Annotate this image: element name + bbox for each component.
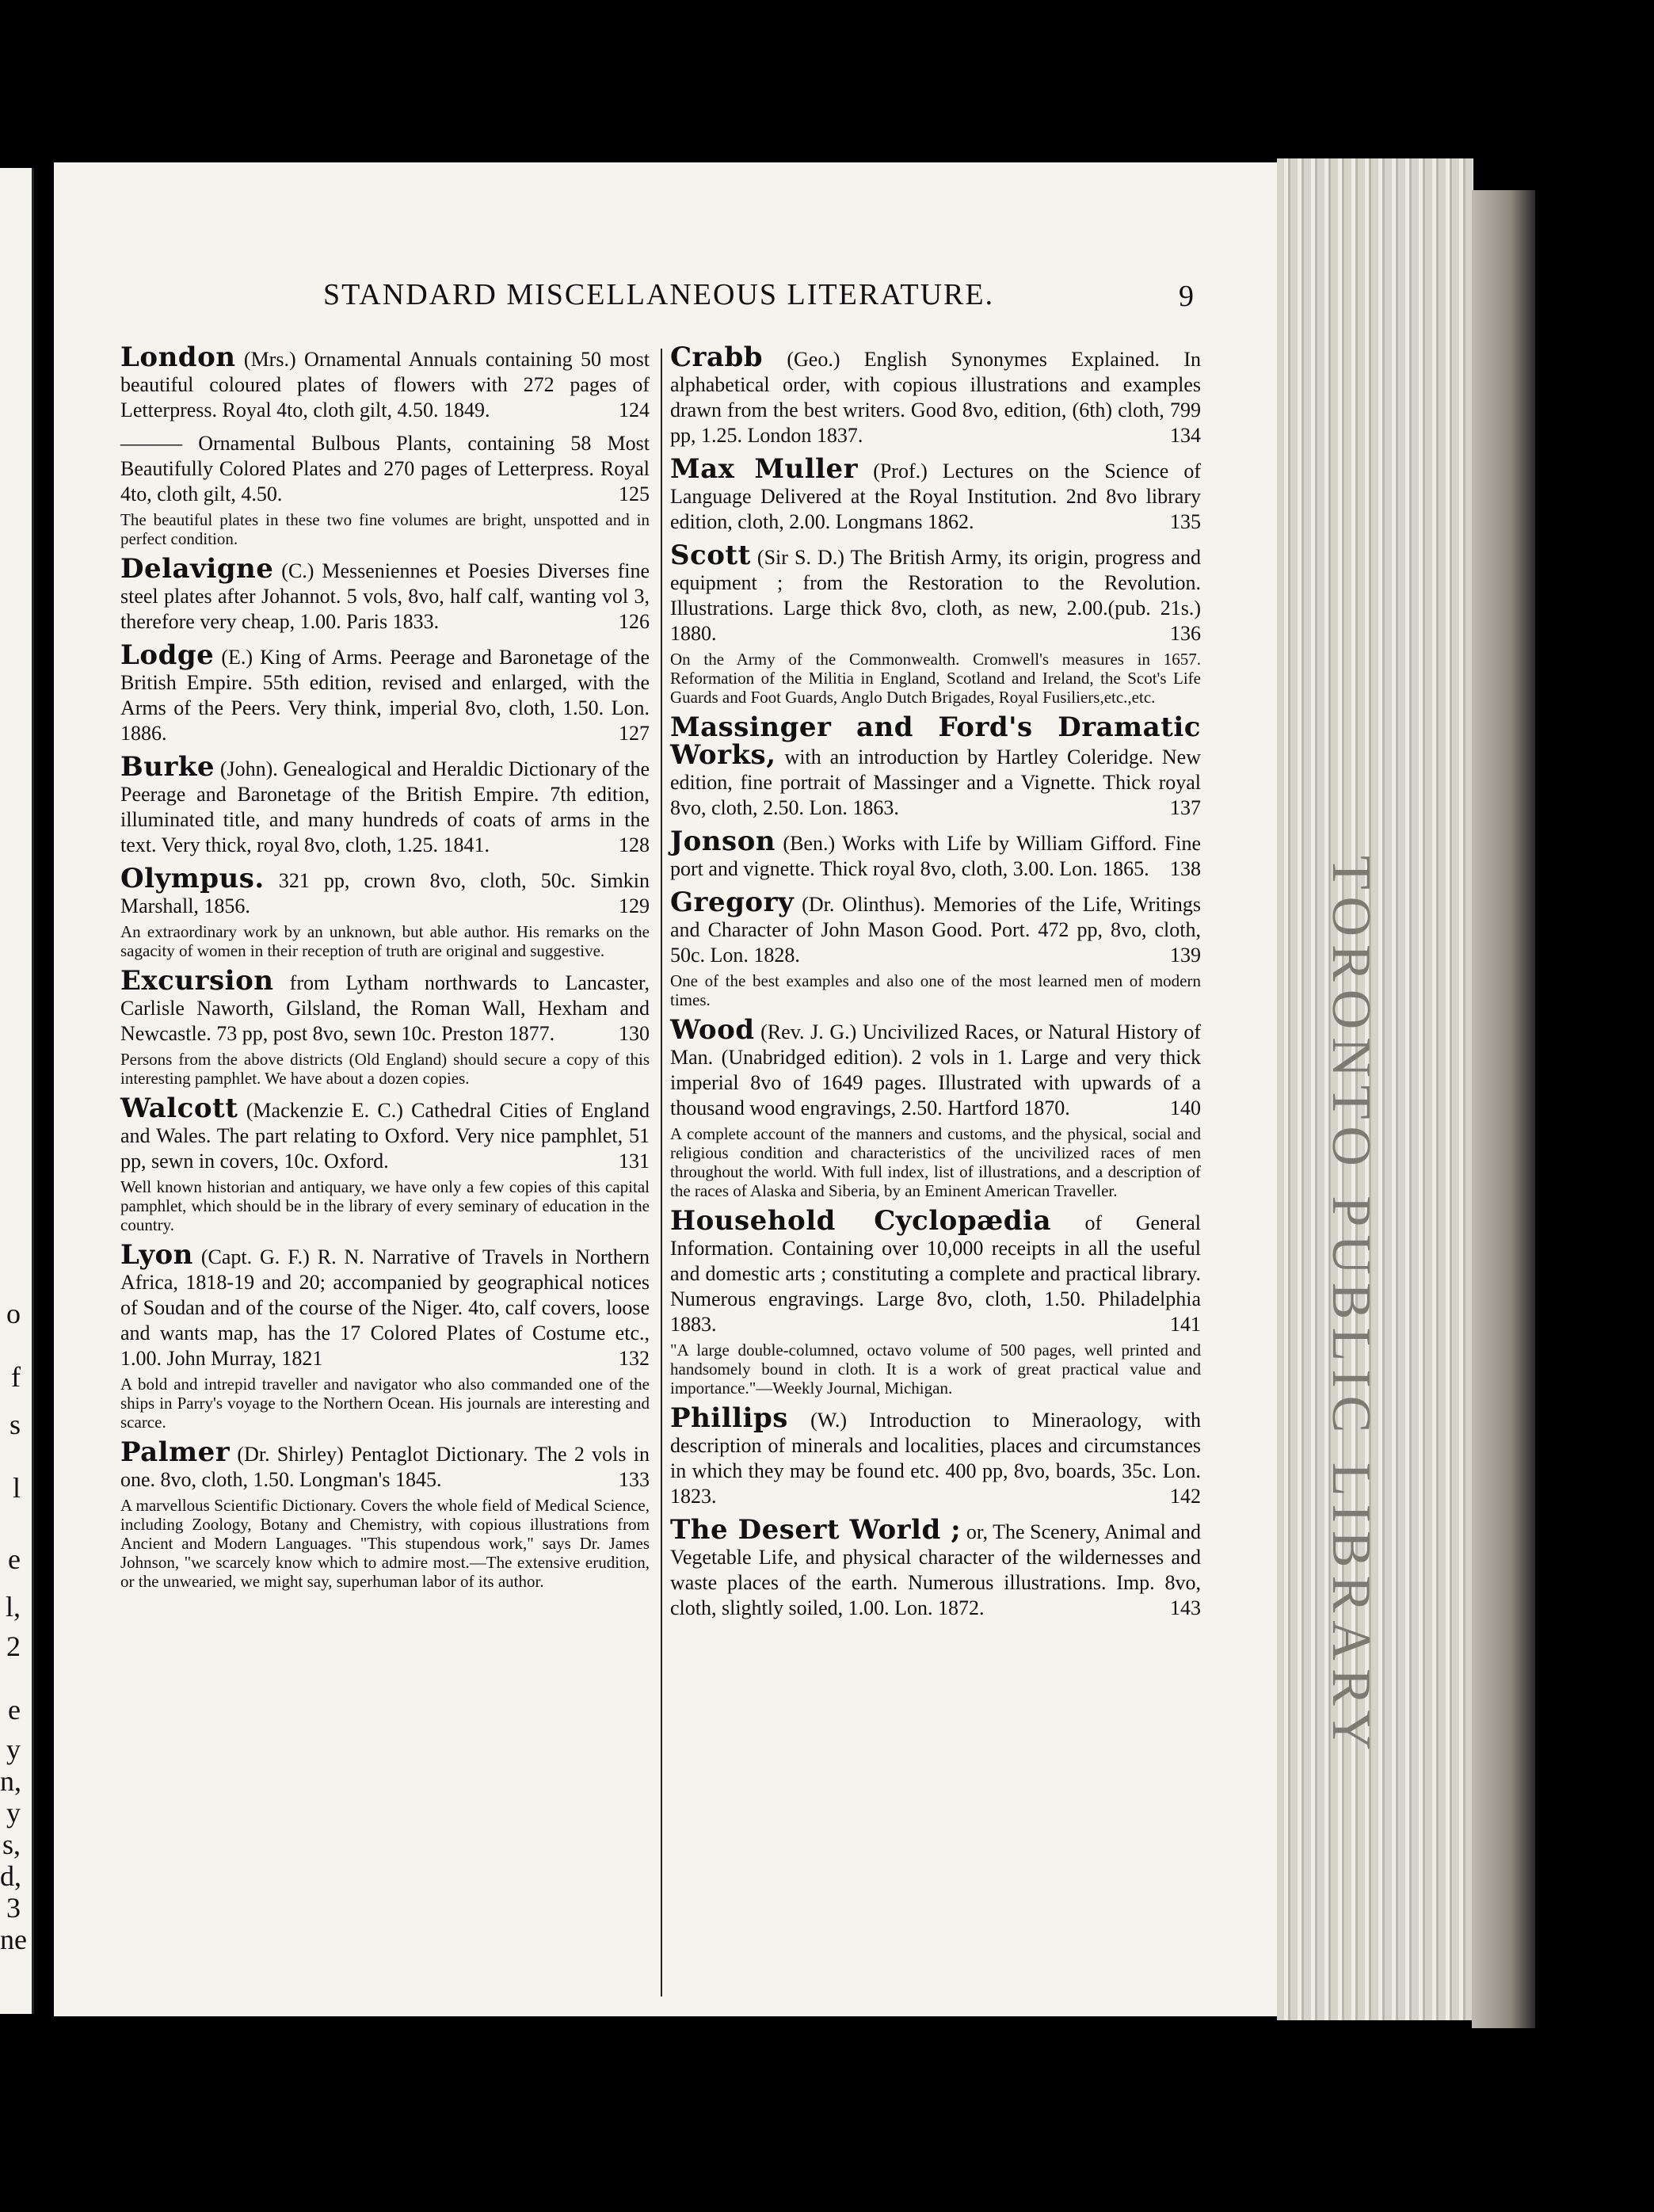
entry-number: 126 bbox=[619, 610, 650, 633]
catalog-entry bbox=[670, 711, 1201, 821]
entry-number: 127 bbox=[619, 722, 650, 745]
catalog-entry bbox=[120, 1239, 650, 1371]
catalog-entry bbox=[120, 341, 650, 423]
left-column bbox=[120, 341, 650, 1599]
catalog-entry bbox=[670, 1014, 1202, 1121]
entry-title: Wood bbox=[670, 1014, 755, 1046]
catalog-entry bbox=[120, 431, 650, 507]
left-page-fragment: f bbox=[11, 1361, 21, 1393]
catalog-entry bbox=[120, 639, 650, 746]
left-page-fragment: y bbox=[6, 1797, 21, 1829]
catalog-entry bbox=[120, 1436, 650, 1493]
entry-note: Well known historian and antiquary, we have only a few copies of this capital pamphlet, which should be in the library of every seminary of education in the country. bbox=[120, 1177, 650, 1234]
entry-note: The beautiful plates in these two fine volumes are bright, unspotted and in perfect condition. bbox=[120, 510, 650, 548]
left-page-fragment: d, bbox=[0, 1860, 21, 1892]
entry-number: 125 bbox=[619, 482, 650, 505]
catalog-entry bbox=[670, 826, 1202, 882]
left-page-fragment: l bbox=[12, 1472, 21, 1504]
entry-note: A marvellous Scientific Dictionary. Covers the whole field of Medical Science, including Zoology, Botany and Chemistry, with copious illustrations from Ancient and Modern Languages. "This stupendous work," says Dr. James Johnson, "we scarcely know which to admire most.—The extensive erudition, or the unwearied, we might say, superhuman labor of its author. bbox=[120, 1496, 650, 1591]
entry-title: Massinger and Ford's Dramatic Works, bbox=[670, 711, 1201, 771]
catalog-entry bbox=[670, 341, 1201, 448]
entry-description: (Geo.) English Synonymes Explained. In alphabetical order, with copious illustrations and examples drawn from the best writers. Good 8vo, edition, (6th) cloth, 799 pp, 1.25. London 1837. bbox=[670, 348, 1201, 447]
entry-description: (Dr. Olinthus). Memories of the Life, Writings and Character of John Mason Good. Port. 472 pp, 8vo, cloth, 50c. Lon. 1828. bbox=[670, 893, 1201, 967]
entry-description: with an introduction by Hartley Coleridge. New edition, fine portrait of Massinger and a Vignette. Thick royal 8vo, cloth, 2.50. Lon. 1863. bbox=[670, 746, 1201, 819]
entry-number: 128 bbox=[619, 833, 650, 856]
catalog-entry bbox=[670, 1514, 1202, 1621]
entry-description: of General Information. Containing over 10,000 receipts in all the useful and domestic arts ; constituting a complete and practical library. Numerous engravings. Large 8vo, cloth, 1.50. Philadelphia 1883. bbox=[670, 1211, 1202, 1336]
entry-number: 131 bbox=[619, 1150, 650, 1173]
book-cover-edge bbox=[1472, 190, 1535, 2028]
catalog-entry bbox=[120, 965, 650, 1047]
left-page-fragment: s, bbox=[2, 1829, 21, 1860]
catalog-entry bbox=[670, 1205, 1202, 1337]
right-column bbox=[670, 341, 1202, 1629]
entry-description: (Ben.) Works with Life by William Gifford. Fine port and vignette. Thick royal 8vo, cloth, 3.00. Lon. 1865. bbox=[670, 832, 1202, 880]
catalog-entry bbox=[670, 887, 1201, 968]
running-title: STANDARD MISCELLANEOUS LITERATURE. bbox=[323, 278, 995, 311]
entry-description: (C.) Messeniennes et Poesies Diverses fine steel plates after Johannot. 5 vols, 8vo, half calf, wanting vol 3, therefore very cheap, 1.00. Paris 1833. bbox=[120, 559, 650, 633]
entry-description: from Lytham northwards to Lancaster, Carlisle Naworth, Gilsland, the Roman Wall, Hexham and Newcastle. 73 pp, post 8vo, sewn 10c. Preston 1877. bbox=[120, 971, 650, 1045]
page-number: 9 bbox=[1179, 280, 1194, 313]
entry-title: Lodge bbox=[120, 639, 215, 671]
entry-number: 132 bbox=[619, 1347, 650, 1370]
entry-title: Max Muller bbox=[670, 453, 859, 485]
left-page-fragment: 3 bbox=[6, 1892, 21, 1924]
left-page-fragment: ne bbox=[0, 1924, 27, 1955]
left-page-fragment: e bbox=[8, 1543, 21, 1575]
entry-title: Gregory bbox=[670, 887, 795, 918]
entry-number: 129 bbox=[619, 894, 650, 917]
entry-title: Jonson bbox=[670, 826, 776, 857]
entry-number: 139 bbox=[1170, 944, 1201, 967]
catalog-entry bbox=[120, 863, 650, 919]
entry-description: (Sir S. D.) The British Army, its origin, progress and equipment ; from the Restoration to the Revolution. Illustrations. Large thick 8vo, cloth, as new, 2.00.(pub. 21s.) 1880. bbox=[670, 546, 1202, 645]
left-page-fragment: 2 bbox=[6, 1630, 21, 1662]
entry-description: (Prof.) Lectures on the Science of Language Delivered at the Royal Institution. 2nd 8vo library edition, cloth, 2.00. Longmans 1862. bbox=[670, 460, 1201, 533]
entry-number: 124 bbox=[619, 399, 650, 421]
entry-description: (Rev. J. G.) Uncivilized Races, or Natural History of Man. (Unabridged edition). 2 vols in 1. Large and very thick imperial 8vo of 1649 pages. Illustrated with upwards of a thousand wood engravings, 2.50. Hartford 1870. bbox=[670, 1020, 1202, 1119]
entry-description: (Mrs.) Ornamental Annuals containing 50 most beautiful coloured plates of flowers with 272 pages of Letterpress. Royal 4to, cloth gilt, 4.50. 1849. bbox=[120, 348, 650, 421]
left-page-fragment: y bbox=[6, 1733, 21, 1765]
entry-title: Excursion bbox=[120, 965, 274, 997]
entry-title: Lyon bbox=[120, 1239, 193, 1271]
entry-note: On the Army of the Commonwealth. Cromwell's measures in 1657. Reformation of the Militia in England, Scotland and Ireland, the Scot's Life Guards and Foot Guards, Anglo Dutch Brigades, Royal Fusiliers,etc.,etc. bbox=[670, 650, 1201, 707]
entry-description: 321 pp, crown 8vo, cloth, 50c. Simkin Marshall, 1856. bbox=[120, 869, 650, 917]
left-page-fragment: n, bbox=[0, 1765, 21, 1797]
entry-number: 133 bbox=[619, 1468, 650, 1491]
catalog-entry bbox=[120, 751, 650, 858]
entry-note: Persons from the above districts (Old England) should secure a copy of this interesting pamphlet. We have about a dozen copies. bbox=[120, 1050, 650, 1088]
entry-title: The Desert World ; bbox=[670, 1514, 962, 1546]
left-page-fragment: l, bbox=[5, 1591, 21, 1623]
entry-number: 135 bbox=[1170, 510, 1201, 533]
catalog-entry bbox=[670, 540, 1202, 646]
catalog-entry bbox=[120, 553, 650, 635]
catalog-entry bbox=[670, 453, 1201, 535]
entry-description: ——— Ornamental Bulbous Plants, containing 58 Most Beautifully Colored Plates and 270 pages of Letterpress. Royal 4to, cloth gilt, 4.50. bbox=[120, 432, 650, 505]
entry-title: Walcott bbox=[120, 1093, 238, 1124]
library-stamp: TORONTO PUBLIC LIBRARY bbox=[1321, 856, 1382, 1759]
entry-number: 142 bbox=[1170, 1485, 1201, 1508]
entry-number: 134 bbox=[1170, 424, 1201, 447]
entry-note: A complete account of the manners and customs, and the physical, social and religious condition and characteristics of the uncivilized races of men throughout the world. With full index, list of illustrations, and a description of the races of Alaska and Siberia, by an Eminent American Traveller. bbox=[670, 1124, 1201, 1200]
entry-number: 140 bbox=[1170, 1096, 1201, 1119]
entry-description: (Dr. Shirley) Pentaglot Dictionary. The 2 vols in one. 8vo, cloth, 1.50. Longman's 1845. bbox=[120, 1443, 650, 1491]
entry-description: (Mackenzie E. C.) Cathedral Cities of England and Wales. The part relating to Oxford. Very nice pamphlet, 51 pp, sewn in covers, 10c. Oxford. bbox=[120, 1099, 650, 1173]
entry-description: or, The Scenery, Animal and Vegetable Life, and physical character of the wildernesses and waste places of the earth. Numerous illustrations. Imp. 8vo, cloth, slightly soiled, 1.00. Lon. 1872. bbox=[670, 1520, 1202, 1619]
entry-description: (John). Genealogical and Heraldic Dictionary of the Peerage and Baronetage of the British Empire. 7th edition, illuminated title, and many hundreds of coats of arms in the text. Very thick, royal 8vo, cloth, 1.25. 1841. bbox=[120, 757, 650, 856]
entry-title: Scott bbox=[670, 540, 751, 571]
entry-number: 141 bbox=[1170, 1313, 1201, 1336]
entry-title: Palmer bbox=[120, 1436, 231, 1468]
entry-title: Burke bbox=[120, 751, 215, 783]
entry-description: (W.) Introduction to Mineraology, with description of minerals and localities, places and circumstances in which they may be found etc. 400 pp, 8vo, boards, 35c. Lon. 1823. bbox=[670, 1409, 1202, 1508]
entry-number: 130 bbox=[619, 1022, 650, 1045]
left-page-fragment: o bbox=[6, 1298, 21, 1329]
entry-note: An extraordinary work by an unknown, but able author. His remarks on the sagacity of women in their reception of truth are original and suggestive. bbox=[120, 922, 650, 960]
entry-title: Phillips bbox=[670, 1402, 788, 1434]
entry-note: A bold and intrepid traveller and navigator who also commanded one of the ships in Parry's voyage to the Northern Ocean. His journals are interesting and scarce. bbox=[120, 1375, 650, 1432]
entry-title: Crabb bbox=[670, 341, 764, 373]
entry-number: 143 bbox=[1170, 1596, 1201, 1619]
catalog-entry bbox=[670, 1402, 1202, 1509]
entry-number: 138 bbox=[1170, 857, 1201, 880]
entry-title: Household Cyclopædia bbox=[670, 1205, 1052, 1237]
entry-title: Olympus. bbox=[120, 863, 265, 894]
entry-number: 137 bbox=[1170, 796, 1201, 819]
entry-title: London bbox=[120, 341, 236, 373]
left-page-fragment: s bbox=[9, 1409, 21, 1440]
entry-number: 136 bbox=[1170, 622, 1201, 645]
entry-description: (E.) King of Arms. Peerage and Baronetage of the British Empire. 55th edition, revised and enlarged, with the Arms of the Peers. Very think, imperial 8vo, cloth, 1.50. Lon. 1886. bbox=[120, 646, 650, 745]
catalog-entry bbox=[120, 1093, 650, 1174]
entry-note: One of the best examples and also one of the most learned men of modern times. bbox=[670, 971, 1201, 1009]
entry-title: Delavigne bbox=[120, 553, 274, 585]
left-page-fragment: e bbox=[8, 1694, 21, 1726]
entry-description: (Capt. G. F.) R. N. Narrative of Travels in Northern Africa, 1818-19 and 20; accompanied by geographical notices of Soudan and of the course of the Niger. 4to, calf covers, loose and wants map, has the 17 Colored Plates of Costume etc., 1.00. John Murray, 1821 bbox=[120, 1245, 650, 1370]
entry-note: "A large double-columned, octavo volume of 500 pages, well printed and handsomely bound in cloth. It is a work of great practical value and importance."—Weekly Journal, Michigan. bbox=[670, 1341, 1201, 1398]
column-divider bbox=[661, 349, 662, 1997]
